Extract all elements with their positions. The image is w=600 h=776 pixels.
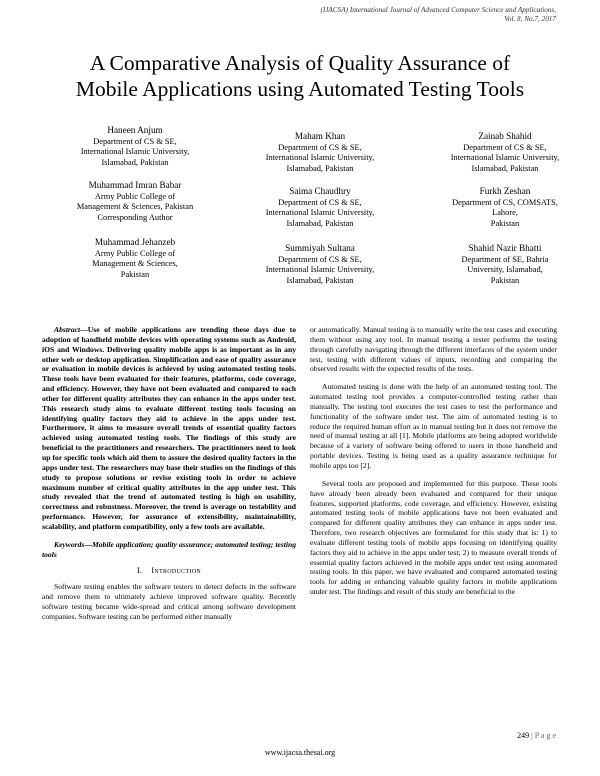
author-affiliation-line: Islamabad, Pakistan bbox=[101, 157, 169, 167]
author-affiliation-line: Department of CS & SE, bbox=[463, 142, 547, 152]
author-affiliation-line: Islamabad, Pakistan bbox=[286, 163, 354, 173]
paper-title-line2: Mobile Applications using Automated Testing Tools bbox=[75, 77, 525, 101]
author-name: Maham Khan bbox=[294, 131, 346, 141]
author-name: Muhammad Jehanzeb bbox=[94, 237, 176, 247]
author-affiliation-line: Management & Sciences, bbox=[92, 259, 178, 269]
paper-title bbox=[20, 50, 580, 102]
author-affiliation-line: Corresponding Author bbox=[97, 212, 173, 222]
abstract bbox=[42, 325, 296, 532]
intro-paragraph-2: Automated testing is done with the help of an automated testing tool. The automated testing tool provides a computer-controlled testing rather than manually. The testing tool executes the test cases to test the performance and functionality of the software under test. The aim of automated testing is to reduce the required human effort as in manual testing but it does not remove the need of manual testing at all [1]. Mobile platforms are being adopted worldwide because of a variety of software being offered to users in those handheld and portable devices. Testing is being used as a quality assurance technique for mobile apps too [2]. bbox=[310, 382, 557, 470]
author-name: Zainab Shahid bbox=[478, 131, 532, 141]
author-affiliation-line: Army Public College of bbox=[94, 248, 176, 258]
intro-paragraph-1-continued: or automatically. Manual testing is to manually write the test cases and executing them without using any tool. In manual testing a tester performs the testing through carefully navigating through the different interfaces of the system under test, testing with different values of inputs, recording and comparing the observed results with the expected results of the tests. bbox=[310, 325, 557, 374]
author-name: Furkh Zeshan bbox=[479, 186, 531, 196]
author-1 bbox=[60, 125, 210, 168]
author-affiliation-line: Lahore, bbox=[492, 208, 518, 218]
page-number: 249 | P a g e bbox=[517, 731, 556, 740]
author-9 bbox=[430, 243, 580, 286]
author-2 bbox=[245, 131, 395, 174]
abstract-label: Abstract bbox=[54, 325, 81, 334]
author-affiliation-line: Management & Sciences, Pakistan bbox=[76, 202, 194, 212]
author-affiliation-line: Department of SE, Bahria bbox=[461, 254, 549, 264]
author-affiliation-line: Department of CS & SE, bbox=[278, 254, 362, 264]
author-affiliation-line: University, Islamabad, bbox=[467, 265, 543, 275]
footer-url: www.ijacsa.thesai.org bbox=[264, 748, 336, 757]
journal-header bbox=[321, 6, 556, 24]
right-column bbox=[310, 325, 557, 597]
author-6 bbox=[430, 186, 580, 229]
author-affiliation-line: Pakistan bbox=[490, 275, 520, 285]
abstract-text: —Use of mobile applications are trending these days due to adoption of handheld mobile devices with operating systems such as Android, iOS and Windows. Delivering quality mobile apps is as important as in any other web or desktop application. Simplification and ease of quality assurance or evaluation in mobile devices is achieved by using automated testing tools. These tools have been evaluated for their features, platforms, code coverage, and efficiency. However, they have not been evaluated and compared to each other for different quality attributes they can enhance in the apps under test. This research study aims to evaluate different testing tools focusing on identifying quality factors they aid to achieve in the apps under test. Furthermore, it aims to measure overall trends of essential quality factors achieved using automated testing tools. The findings of this study are beneficial to the practitioners and researchers. The practitioners need to look up for specific tools which aid them to assure the desired quality factors in the apps under test. The researchers may base their studies on the findings of this study to propose solutions or revise existing tools in order to achieve maximum number of critical quality attributes in the app under test. This study revealed that the trend of automated testing is high on usability, correctness and robustness. Moreover, the trend is average on testability and performance. However, for assurance of extensibility, maintainability, scalability, and platform compatibility, only a few tools are available. bbox=[42, 325, 296, 531]
author-affiliation-line: International Islamic University, bbox=[450, 153, 560, 163]
left-column bbox=[42, 325, 296, 622]
keywords bbox=[42, 540, 296, 560]
author-name: Summiyah Sultana bbox=[285, 243, 355, 253]
author-affiliation-line: Department of CS & SE, bbox=[278, 197, 362, 207]
author-3 bbox=[430, 131, 580, 174]
journal-volume: Vol. 8, No.7, 2017 bbox=[504, 15, 556, 23]
author-affiliation-line: Department of CS & SE, bbox=[278, 142, 362, 152]
author-affiliation-line: Department of CS, COMSATS, bbox=[452, 197, 558, 207]
author-4 bbox=[60, 180, 210, 223]
section-heading-introduction: I. Introduction bbox=[136, 566, 202, 576]
intro-paragraph-3: Several tools are proposed and implemented for this purpose. These tools have already been already been evaluated and compared for their unique features, supported platforms, code coverage, and efficiency. However, existing automated testing tools of mobile applications have not been evaluated and compared for different quality attributes they can enhance in apps under test. Therefore, two research objectives are formulated for this study that is: 1) to evaluate different testing tools of mobile apps focusing on identifying quality factors they aid to achieve in the apps under test; 2) to measure overall trends of essential quality factors achieved in the mobile apps under test using automated testing tools. In this paper, we have evaluated and compared automated testing tools for adding or enhancing valuable quality factors in mobile applications under test. The findings and result of this study are beneficial to the bbox=[310, 478, 557, 597]
intro-paragraph-1: Software testing enables the software testers to detect defects in the software and remove them to ultimately achieve improved software quality. Recently software testing became wide-spread and critical among software development companies. Software testing can be performed either manually bbox=[42, 582, 296, 621]
author-name: Haneen Anjum bbox=[107, 125, 163, 135]
author-8 bbox=[245, 243, 395, 286]
author-affiliation-line: Army Public College of bbox=[94, 191, 176, 201]
author-affiliation-line: Islamabad, Pakistan bbox=[286, 275, 354, 285]
journal-name: (IJACSA) International Journal of Advanced Computer Science and Applications, bbox=[320, 6, 556, 14]
author-name: Shahid Nazir Bhatti bbox=[468, 243, 542, 253]
author-affiliation-line: Islamabad, Pakistan bbox=[471, 163, 539, 173]
author-affiliation-line: International Islamic University, bbox=[265, 265, 375, 275]
author-name: Saima Chaudhry bbox=[289, 186, 351, 196]
author-affiliation-line: Pakistan bbox=[490, 218, 520, 228]
author-affiliation-line: Department of CS & SE, bbox=[93, 136, 177, 146]
author-affiliation-line: International Islamic University, bbox=[80, 147, 190, 157]
author-affiliation-line: Islamabad, Pakistan bbox=[286, 218, 354, 228]
keywords-text: —Mobile application; quality assurance; automated testing; testing tools bbox=[42, 539, 296, 559]
author-affiliation-line: International Islamic University, bbox=[265, 208, 375, 218]
author-name: Muhammad Imran Babar bbox=[88, 180, 182, 190]
author-5 bbox=[245, 186, 395, 229]
paper-title-line1: A Comparative Analysis of Quality Assurance of bbox=[89, 51, 511, 75]
author-affiliation-line: International Islamic University, bbox=[265, 153, 375, 163]
keywords-label: Keywords bbox=[54, 539, 85, 549]
author-7 bbox=[60, 237, 210, 280]
author-affiliation-line: Pakistan bbox=[120, 269, 150, 279]
